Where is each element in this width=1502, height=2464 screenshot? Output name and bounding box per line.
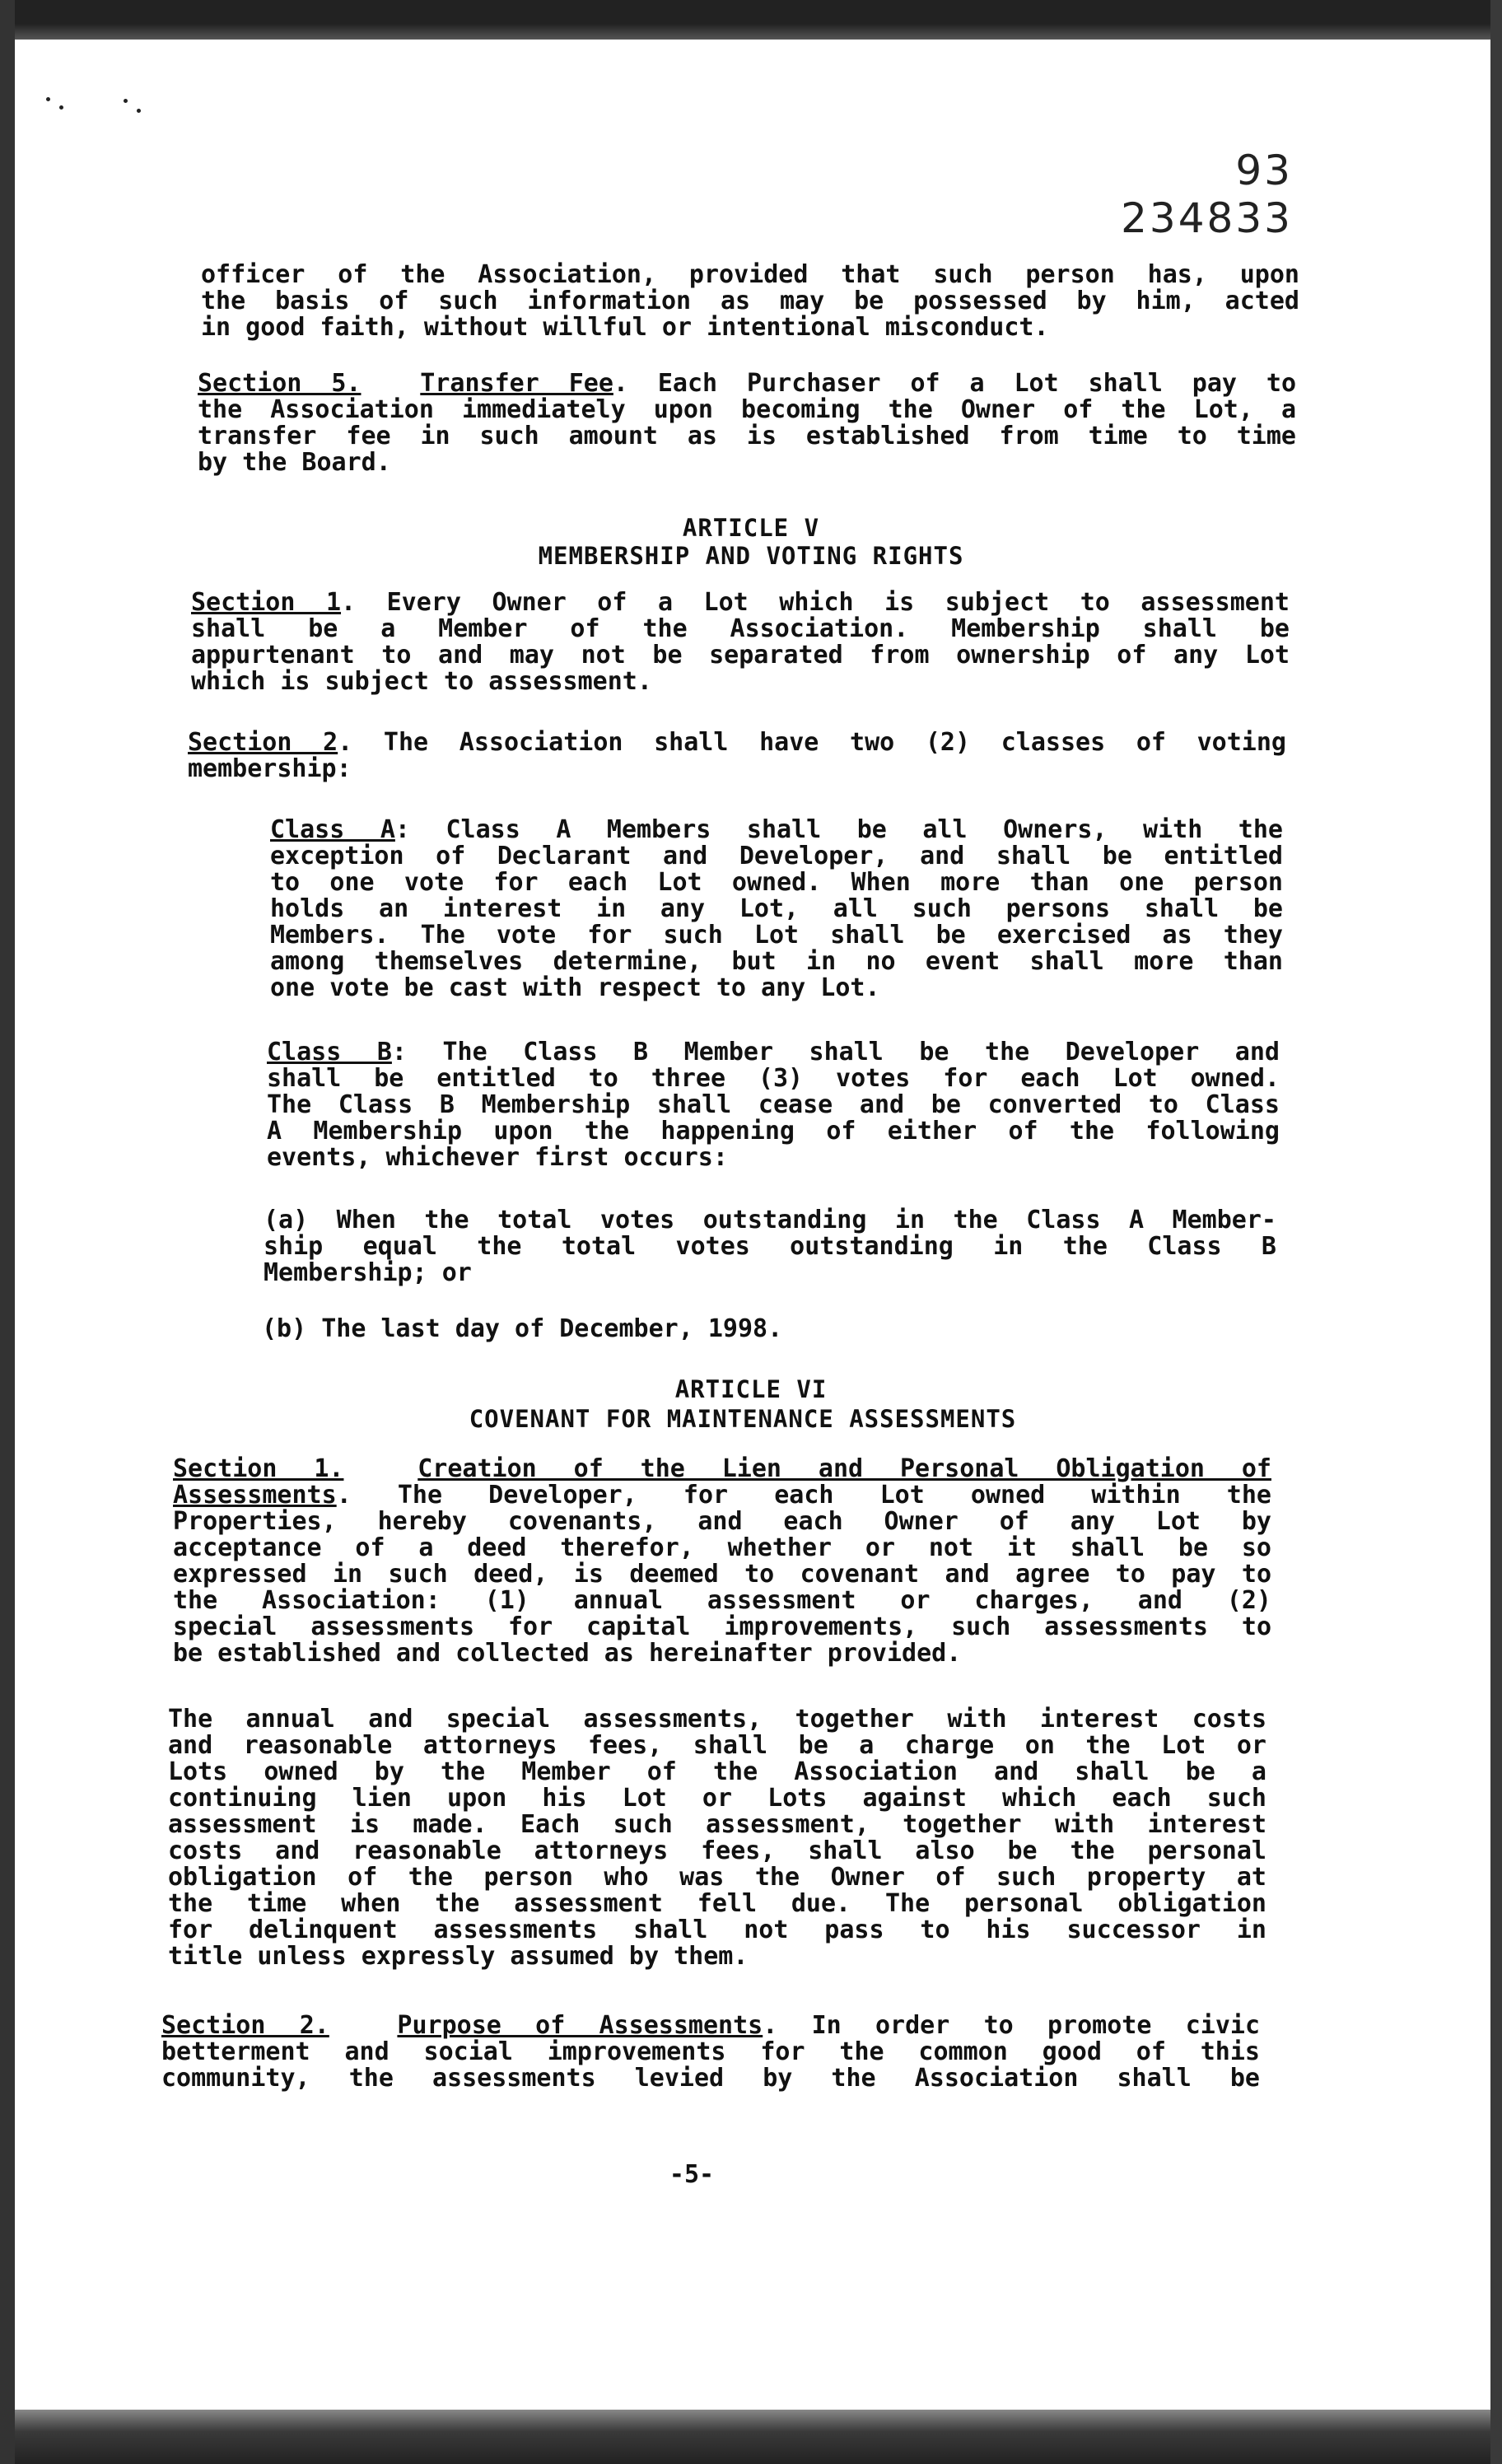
section-title: Creation of the Lien and Personal Obligation of [417, 1454, 1271, 1483]
article-5-section-2 [188, 730, 1286, 782]
text-line: expressed in such deed, is deemed to covenant and agree to pay to [173, 1560, 1271, 1589]
article-5-subtitle: MEMBERSHIP AND VOTING RIGHTS [538, 542, 964, 570]
text-line: Properties, hereby covenants, and each Owner of any Lot by [173, 1507, 1271, 1536]
scan-speck [137, 109, 141, 113]
text-line: betterment and social improvements for the common good of this [161, 2037, 1260, 2066]
section-label: Section 2. [161, 2011, 329, 2040]
class-a-paragraph [270, 817, 1283, 1001]
text-line: title unless expressly assumed by them. [168, 1942, 749, 1971]
paragraph-officer [201, 262, 1299, 341]
scan-edge-bottom [0, 2410, 1502, 2464]
text-line: one vote be cast with respect to any Lot. [270, 973, 880, 1002]
text-line: and reasonable attorneys fees, shall be a charge on the Lot or [168, 1731, 1266, 1760]
text-line: events, whichever first occurs: [267, 1143, 728, 1172]
paragraph-annual-assessments [168, 1706, 1266, 1970]
text-line: obligation of the person who was the Owner of such property at [168, 1863, 1266, 1892]
text-line: appurtenant to and may not be separated from ownership of any Lot [191, 641, 1290, 670]
text-line: for delinquent assessments shall not pass to his successor in [168, 1916, 1266, 1944]
scan-edge-left [0, 0, 15, 2464]
text-line: acceptance of a deed therefor, whether or not it shall be so [173, 1533, 1271, 1562]
text-line [188, 730, 1286, 756]
text-line: officer of the Association, provided that such person has, upon [201, 260, 1299, 289]
scan-speck [59, 105, 63, 110]
text-line: The Class B Membership shall cease and be converted to Class [267, 1090, 1280, 1119]
text-line: community, the assessments levied by the Association shall be [161, 2064, 1260, 2093]
text-line [173, 1456, 1271, 1482]
item-a [264, 1207, 1276, 1286]
scan-edge-right [1490, 0, 1502, 2464]
text-line: exception of Declarant and Developer, and shall be entitled [270, 842, 1283, 870]
section-text: . In order to promote civic [763, 2011, 1261, 2040]
text-line: by the Board. [198, 448, 391, 477]
class-text: : The Class B Member shall be the Developer and [391, 1038, 1280, 1066]
text-line [270, 817, 1283, 843]
text-line [267, 1039, 1280, 1066]
text-line: special assessments for capital improvements, such assessments to [173, 1612, 1271, 1641]
article-5-section-1 [191, 590, 1290, 695]
text-line: Membership; or [264, 1258, 472, 1287]
text-line: Members. The vote for such Lot shall be exercised as they [270, 921, 1283, 950]
text-line: shall be a Member of the Association. Membership shall be [191, 614, 1290, 643]
section-title: Transfer Fee [420, 369, 613, 398]
section-title-continued: Assessments [173, 1481, 337, 1510]
text-line: continuing lien upon his Lot or Lots against which each such [168, 1784, 1266, 1813]
text-line: Lots owned by the Member of the Association and shall be a [168, 1757, 1266, 1786]
text-line: the Association immediately upon becoming the Owner of the Lot, a [198, 395, 1296, 424]
article-6-section-1 [173, 1456, 1271, 1667]
text-line: assessment is made. Each such assessment, together with interest [168, 1810, 1266, 1839]
text-line: The annual and special assessments, together with interest costs [168, 1705, 1266, 1734]
article-6-section-2 [161, 2013, 1260, 2092]
section-label: Section 5. [198, 369, 362, 398]
text-line: which is subject to assessment. [191, 667, 652, 696]
class-label: Class B [267, 1038, 392, 1066]
section-5-transfer-fee [198, 371, 1296, 476]
document-number: 93 234833 [1121, 147, 1293, 242]
text-line: among themselves determine, but in no event shall more than [270, 947, 1283, 976]
article-6-title: ARTICLE VI [674, 1375, 828, 1403]
text-line [173, 1482, 1271, 1509]
text-line: costs and reasonable attorneys fees, shall also be the personal [168, 1836, 1266, 1865]
text-line: shall be entitled to three (3) votes for each Lot owned. [267, 1064, 1280, 1093]
text-line: ship equal the total votes outstanding in the Class B [264, 1232, 1276, 1261]
text-line: in good faith, without willful or intentional misconduct. [201, 313, 1049, 342]
section-label: Section 1 [191, 588, 342, 617]
section-text: . The Association shall have two (2) classes of voting [338, 728, 1286, 757]
scan-edge-top [0, 0, 1502, 40]
text-line: holds an interest in any Lot, all such persons shall be [270, 894, 1283, 923]
text-line [198, 371, 1296, 397]
text-line: A Membership upon the happening of either of the following [267, 1117, 1280, 1146]
text-line: the Association: (1) annual assessment or charges, and (2) [173, 1586, 1271, 1615]
text-line: the basis of such information as may be possessed by him, acted [201, 287, 1299, 315]
text-line: the time when the assessment fell due. The personal obligation [168, 1889, 1266, 1918]
text-line [161, 2013, 1260, 2039]
text-line: (a) When the total votes outstanding in the Class A Member- [264, 1206, 1276, 1234]
section-title: Purpose of Assessments [397, 2011, 763, 2040]
article-6-subtitle: COVENANT FOR MAINTENANCE ASSESSMENTS [469, 1405, 1017, 1433]
section-text: . Each Purchaser of a Lot shall pay to [613, 369, 1296, 398]
section-text: . The Developer, for each Lot owned within the [336, 1481, 1271, 1510]
item-b [262, 1316, 1275, 1342]
section-text: . Every Owner of a Lot which is subject to assessment [341, 588, 1290, 617]
text-line: (b) The last day of December, 1998. [262, 1314, 783, 1343]
class-label: Class A [270, 815, 395, 844]
class-text: : Class A Members shall be all Owners, with the [394, 815, 1283, 844]
class-b-paragraph [267, 1039, 1280, 1171]
article-5-title: ARTICLE V [682, 514, 820, 542]
page-number: -5- [669, 2160, 715, 2189]
text-line: membership: [188, 754, 352, 783]
text-line: to one vote for each Lot owned. When more than one person [270, 868, 1283, 897]
scan-speck [124, 99, 128, 103]
text-line: transfer fee in such amount as is established from time to time [198, 422, 1296, 450]
text-line: be established and collected as hereinafter provided. [173, 1639, 962, 1668]
section-label: Section 1. [173, 1454, 344, 1483]
scan-speck [46, 97, 50, 101]
section-label: Section 2 [188, 728, 338, 757]
text-line [191, 590, 1290, 616]
